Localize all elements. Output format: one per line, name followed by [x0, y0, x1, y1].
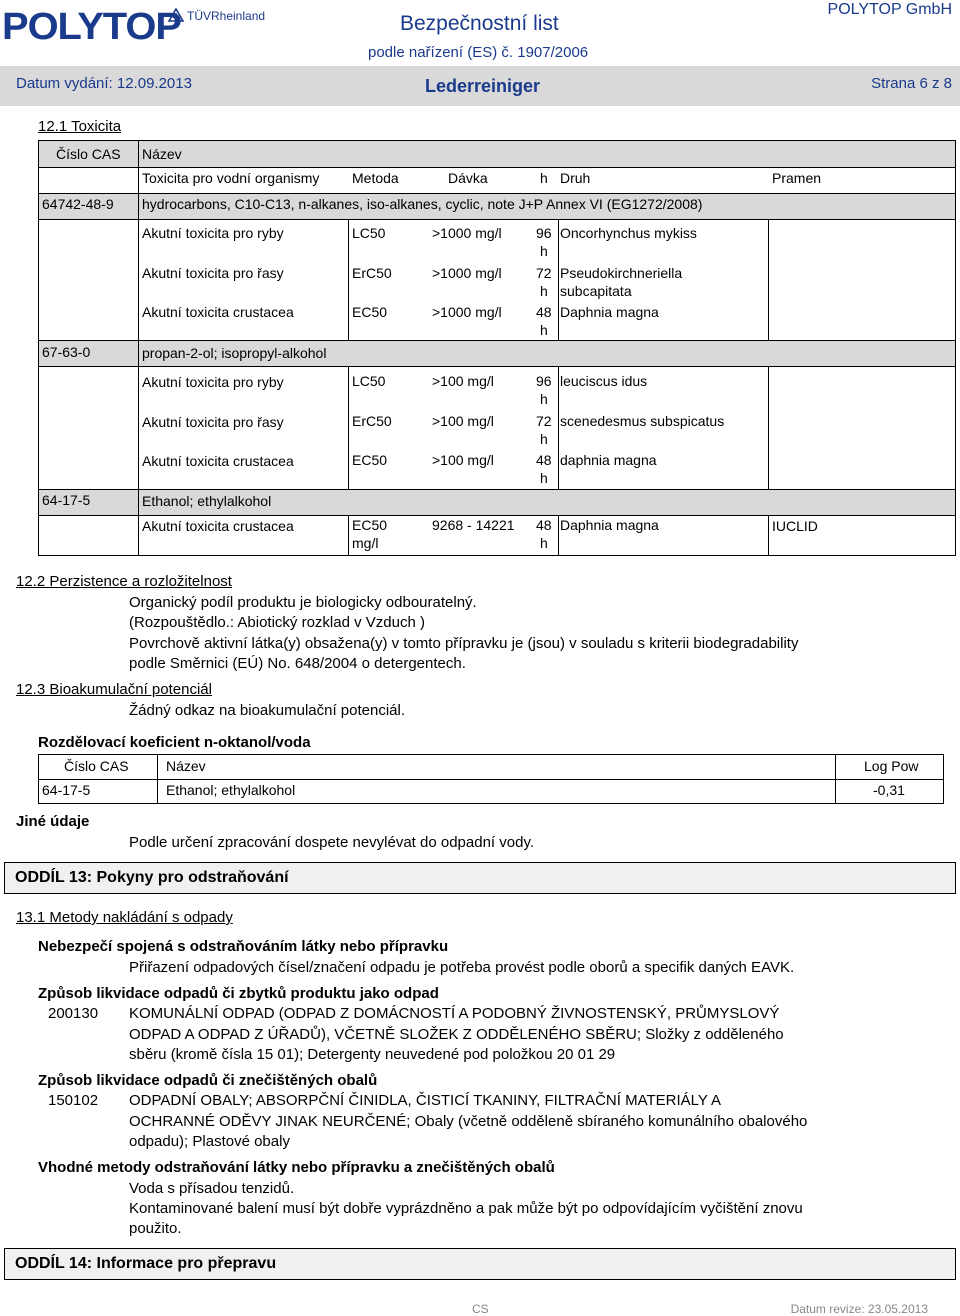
tox-hours: 96: [536, 225, 552, 241]
tox-type: Akutní toxicita crustacea: [142, 453, 294, 469]
kow-col-cas: Číslo CAS: [64, 758, 129, 774]
tuv-triangle-icon: [168, 8, 184, 22]
tox-dose: >100 mg/l: [432, 452, 494, 468]
waste-hazards-text: Přiřazení odpadových čísel/značení odpadu je potřeba provést podle oborů a specifik daných EAVK.: [129, 959, 795, 976]
waste-description: ODPADNÍ OBALY; ABSORPČNÍ ČINIDLA, ČISTICÍ TKANINY, FILTRAČNÍ MATERIÁLY A: [129, 1092, 721, 1109]
tox-species: Daphnia magna: [560, 304, 659, 320]
tox-method-unit: mg/l: [352, 535, 379, 551]
tox-hours-unit: h: [540, 283, 548, 299]
kow-col-logpow: Log Pow: [864, 758, 919, 774]
company-name: POLYTOP GmbH: [827, 1, 952, 18]
kow-logpow: -0,31: [873, 782, 905, 798]
tuv-text: TÜVRheinland: [187, 9, 266, 23]
tox-method: ErC50: [352, 265, 392, 281]
tox-hours-unit: h: [540, 391, 548, 407]
tox-hours-unit: h: [540, 470, 548, 486]
col-cas-header: Číslo CAS: [56, 146, 121, 162]
kow-cas: 64-17-5: [42, 782, 91, 798]
col-h-header: h: [540, 170, 548, 186]
tox-method: LC50: [352, 373, 386, 389]
col-method-header: Metoda: [352, 170, 399, 186]
tox-species: leuciscus idus: [560, 373, 648, 389]
tox-species: Oncorhynchus mykiss: [560, 225, 697, 241]
tox-hours-unit: h: [540, 431, 548, 447]
tox-species: scenedesmus subspicatus: [560, 413, 725, 429]
col-dose-header: Dávka: [448, 170, 488, 186]
kow-title: Rozdělovací koeficient n-oktanol/voda: [38, 734, 311, 751]
substance-cas: 67-63-0: [42, 344, 91, 360]
tox-type: Akutní toxicita pro řasy: [142, 414, 284, 430]
tox-hours: 48: [536, 517, 552, 533]
persistence-text: (Rozpouštědlo.: Abiotický rozklad v Vzduch ): [129, 614, 425, 631]
tox-dose: >1000 mg/l: [432, 304, 502, 320]
waste-description: odpadu); Plastové obaly: [129, 1133, 290, 1150]
other-info-label: Jiné údaje: [16, 813, 90, 830]
disposal-methods-text: Kontaminované balení musí být dobře vyprázdněno a pak může být po odpovídajícím vyčištění znovu: [129, 1200, 803, 1217]
document-subtitle: podle nařízení (ES) č. 1907/2006: [368, 44, 589, 61]
tox-type: Akutní toxicita crustacea: [142, 304, 294, 320]
tox-type: Akutní toxicita pro ryby: [142, 374, 284, 390]
waste-hazards-heading: Nebezpečí spojená s odstraňováním látky nebo přípravku: [38, 938, 449, 955]
footer-revision-date: Datum revize: 23.05.2013: [790, 1302, 928, 1316]
tox-hours: 72: [536, 413, 552, 429]
tox-method: ErC50: [352, 413, 392, 429]
persistence-text: Organický podíl produktu je biologicky odbouratelný.: [129, 594, 477, 611]
substance-name: hydrocarbons, C10-C13, n-alkanes, iso-alkanes, cyclic, note J+P Annex VI (EG1272/2008): [142, 196, 703, 212]
tox-hours: 72: [536, 265, 552, 281]
col-source-header: Pramen: [772, 170, 822, 186]
tox-dose: >1000 mg/l: [432, 265, 502, 281]
tox-method: EC50: [352, 304, 388, 320]
other-info-text: Podle určení zpracování dospete nevylévat do odpadní vody.: [129, 834, 534, 851]
substance-cas: 64-17-5: [42, 492, 91, 508]
tox-species: Pseudokirchneriella: [560, 265, 683, 281]
document-title: Bezpečnostní list: [400, 12, 559, 35]
kow-name: Ethanol; ethylalkohol: [166, 782, 296, 798]
col-species-header: Druh: [560, 170, 591, 186]
tox-species: Daphnia magna: [560, 517, 659, 533]
tox-dose: >100 mg/l: [432, 413, 494, 429]
waste-description: KOMUNÁLNÍ ODPAD (ODPAD Z DOMÁCNOSTÍ A PODOBNÝ ŽIVNOSTENSKÝ, PRŮMYSLOVÝ: [129, 1005, 780, 1022]
tox-hours-unit: h: [540, 535, 548, 551]
waste-code: 150102: [48, 1092, 99, 1109]
section-13-title: ODDÍL 13: Pokyny pro odstraňování: [15, 869, 289, 886]
tox-type: Akutní toxicita pro řasy: [142, 265, 284, 281]
waste-description: OCHRANNÉ ODĚVY JINAK NEURČENÉ; Obaly (včetně odděleně sbíraného komunálního obalového: [129, 1113, 808, 1130]
col-name-header: Název: [142, 146, 182, 162]
col-tox-header: Toxicita pro vodní organismy: [142, 170, 320, 186]
tox-hours: 96: [536, 373, 552, 389]
section-12-2-heading: 12.2 Perzistence a rozložitelnost: [16, 573, 232, 590]
tox-species: daphnia magna: [560, 452, 657, 468]
tox-dose: >100 mg/l: [432, 373, 494, 389]
tox-type: Akutní toxicita pro ryby: [142, 225, 284, 241]
substance-name: propan-2-ol; isopropyl-alkohol: [142, 345, 327, 361]
section-12-1-heading: 12.1 Toxicita: [38, 118, 122, 135]
packaging-disposal-heading: Způsob likvidace odpadů či znečištěných obalů: [38, 1072, 378, 1089]
section-13-1-heading: 13.1 Metody nakládání s odpady: [16, 909, 233, 926]
waste-description: sběru (kromě čísla 15 01); Detergenty neuvedené pod položkou 20 01 29: [129, 1046, 616, 1063]
tox-type: Akutní toxicita crustacea: [142, 518, 294, 534]
waste-description: ODPAD A ODPAD Z ÚŘADŮ), VČETNĚ SLOŽEK Z ODDĚLENÉHO SBĚRU; Složky z odděleného: [129, 1026, 784, 1043]
disposal-methods-heading: Vhodné metody odstraňování látky nebo přípravku a znečištěných obalů: [38, 1159, 555, 1176]
substance-name: Ethanol; ethylalkohol: [142, 493, 272, 509]
polytop-logo: POLYTOP: [2, 6, 181, 48]
section-12-3-heading: 12.3 Bioakumulační potenciál: [16, 681, 212, 698]
tuv-logo: [168, 8, 265, 23]
tox-species-line2: subcapitata: [560, 283, 632, 299]
tox-hours: 48: [536, 304, 552, 320]
section-13-bar: [4, 862, 956, 894]
tox-hours: 48: [536, 452, 552, 468]
tox-dose: 9268 - 14221: [432, 517, 515, 533]
waste-code: 200130: [48, 1005, 99, 1022]
disposal-methods-text: Voda s přísadou tenzidů.: [129, 1180, 295, 1197]
tox-hours-unit: h: [540, 243, 548, 259]
section-14-title: ODDÍL 14: Informace pro přepravu: [15, 1255, 277, 1272]
page-number: Strana 6 z 8: [871, 75, 952, 92]
tox-dose: >1000 mg/l: [432, 225, 502, 241]
product-name: Lederreiniger: [425, 76, 541, 96]
tox-method: LC50: [352, 225, 386, 241]
issue-date: Datum vydání: 12.09.2013: [16, 75, 192, 92]
kow-col-name: Název: [166, 758, 206, 774]
bioaccumulation-text: Žádný odkaz na bioakumulační potenciál.: [129, 702, 406, 719]
tox-method: EC50: [352, 517, 388, 533]
persistence-text: Povrchově aktivní látka(y) obsažena(y) v tomto přípravku je (jsou) v souladu s kriterii biodegradability: [129, 635, 799, 652]
tox-method: EC50: [352, 452, 388, 468]
tox-source: IUCLID: [772, 518, 818, 534]
tox-hours-unit: h: [540, 322, 548, 338]
section-14-bar: [4, 1248, 956, 1280]
footer-language: CS: [472, 1302, 489, 1316]
persistence-text: podle Směrnici (EÚ) No. 648/2004 o detergentech.: [129, 655, 466, 672]
substance-cas: 64742-48-9: [42, 196, 114, 212]
disposal-methods-text: použito.: [129, 1220, 182, 1237]
product-disposal-heading: Způsob likvidace odpadů či zbytků produktu jako odpad: [38, 985, 439, 1002]
